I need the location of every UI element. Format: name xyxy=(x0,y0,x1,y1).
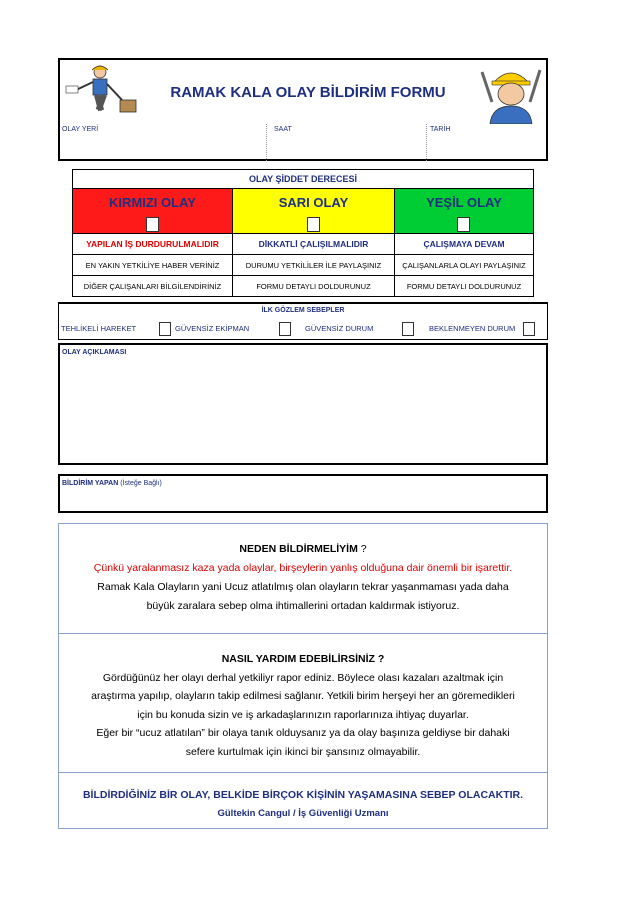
cause-title: İLK GÖZLEM SEBEPLER xyxy=(261,307,345,314)
severity-cell: ÇALIŞMAYA DEVAM xyxy=(423,239,505,249)
field-divider xyxy=(266,124,267,161)
severity-row xyxy=(73,233,533,254)
field-divider xyxy=(426,124,427,161)
field-saat[interactable]: SAAT xyxy=(274,126,292,133)
cause-label: BEKLENMEYEN DURUM xyxy=(429,324,516,333)
cause-checkbox-guvensiz-durum[interactable] xyxy=(402,322,414,336)
author-signature: Gültekin Cangul / İş Güvenliği Uzmanı xyxy=(217,808,389,819)
q2-line: için bu konuda sizin ve iş arkadaşlarınızın raporlarınıza ihtiyaç duyarlar. xyxy=(137,709,469,721)
cause-checkbox-guvensiz-ekipman[interactable] xyxy=(279,322,291,336)
severity-cell: EN YAKIN YETKİLİYE HABER VERİNİZ xyxy=(73,255,233,275)
severity-cell: YAPILAN İŞ DURDURULMALIDIR xyxy=(73,234,233,254)
closing-statement: BİLDİRDİĞİNİZ BİR OLAY, BELKİDE BİRÇOK KİŞİNİN YAŞAMASINA SEBEP OLACAKTIR. xyxy=(82,789,524,801)
q2-line: Gördüğünüz her olayı derhal yetkiliyr rapor ediniz. Böylece olası kazaları azaltmak için xyxy=(102,672,504,684)
cause-section xyxy=(58,302,548,340)
severity-cell: ÇALIŞANLARLA OLAYI PAYLAŞINIZ xyxy=(402,261,526,270)
cause-checkbox-beklenmeyen-durum[interactable] xyxy=(523,322,535,336)
info-divider xyxy=(59,772,547,773)
field-olay-yeri[interactable]: OLAY YERİ xyxy=(62,126,99,133)
severity-cell: FORMU DETAYLI DOLDURUNUZ xyxy=(233,276,395,296)
severity-title: OLAY ŞİDDET DERECESİ xyxy=(73,170,533,189)
q2-line: Eğer bir “ucuz atlatılan” bir olaya tanık olduysanız ya da olay başınıza geldiyse bir dahaki xyxy=(96,727,510,739)
severity-cell: DİĞER ÇALIŞANLARI BİLGİLENDİRİNİZ xyxy=(73,276,233,296)
severity-row xyxy=(73,254,533,275)
form-header xyxy=(58,58,548,161)
description-label: OLAY AÇIKLAMASI xyxy=(62,349,127,356)
q1-title-text: NEDEN BİLDİRMELİYİM xyxy=(239,543,358,555)
q2-line: araştırma yapılıp, olayların takip edilmesi sağlanır. Yetkili birim herşeyi her an göremedikleri xyxy=(91,690,515,702)
q1-line: Ramak Kala Olayların yani Ucuz atlatılmış olan olayların tekrar yaşanmaması yada daha xyxy=(97,581,509,593)
reporter-hint: (İsteğe Bağlı) xyxy=(120,480,162,487)
q1-line: büyük zaralara sebep olma ihtimallerini ortadan kaldırmak istiyoruz. xyxy=(146,600,460,612)
severity-green xyxy=(395,189,533,233)
info-divider xyxy=(59,633,547,634)
severity-green-label: YEŞİL OLAY xyxy=(426,195,502,210)
q2-line: sefere kurtulmak için ikinci bir şansınız olmayabilir. xyxy=(185,746,421,758)
reporter-label xyxy=(62,480,162,487)
severity-red-checkbox[interactable] xyxy=(146,217,159,232)
severity-row xyxy=(73,275,533,296)
severity-yellow-label: SARI OLAY xyxy=(278,195,349,210)
severity-yellow xyxy=(233,189,395,233)
field-tarih[interactable]: TARİH xyxy=(430,126,451,133)
cause-checkbox-tehlikeli-hareket[interactable] xyxy=(159,322,171,336)
severity-green-checkbox[interactable] xyxy=(457,217,470,232)
cause-label: GÜVENSİZ DURUM xyxy=(305,324,374,333)
severity-cell: DİKKATLİ ÇALIŞILMALIDIR xyxy=(233,234,395,254)
info-box xyxy=(58,523,548,829)
severity-yellow-checkbox[interactable] xyxy=(307,217,320,232)
cause-label: GÜVENSİZ EKİPMAN xyxy=(175,324,250,333)
q1-title xyxy=(59,540,547,558)
severity-table xyxy=(72,169,534,297)
severity-red-label: KIRMIZI OLAY xyxy=(109,195,196,210)
reporter-label-text: BİLDİRİM YAPAN xyxy=(62,480,119,487)
severity-red xyxy=(73,189,233,233)
reporter-field[interactable] xyxy=(58,474,548,513)
severity-cell: DURUMU YETKİLİLER İLE PAYLAŞINIZ xyxy=(233,255,395,275)
q1-line: Çünkü yaralanmasız kaza yada olaylar, birşeylerin yanlış olduğuna dair önemli bir işarettir. xyxy=(93,562,513,574)
q1-mark: ? xyxy=(357,543,367,555)
severity-cell: FORMU DETAYLI DOLDURUNUZ xyxy=(406,282,522,291)
cause-label: TEHLİKELİ HAREKET xyxy=(61,324,137,333)
q2-title: NASIL YARDIM EDEBİLİRSİNİZ ? xyxy=(221,653,385,665)
form-title: RAMAK KALA OLAY BİLDİRİM FORMU xyxy=(170,84,446,101)
description-field[interactable] xyxy=(58,343,548,465)
